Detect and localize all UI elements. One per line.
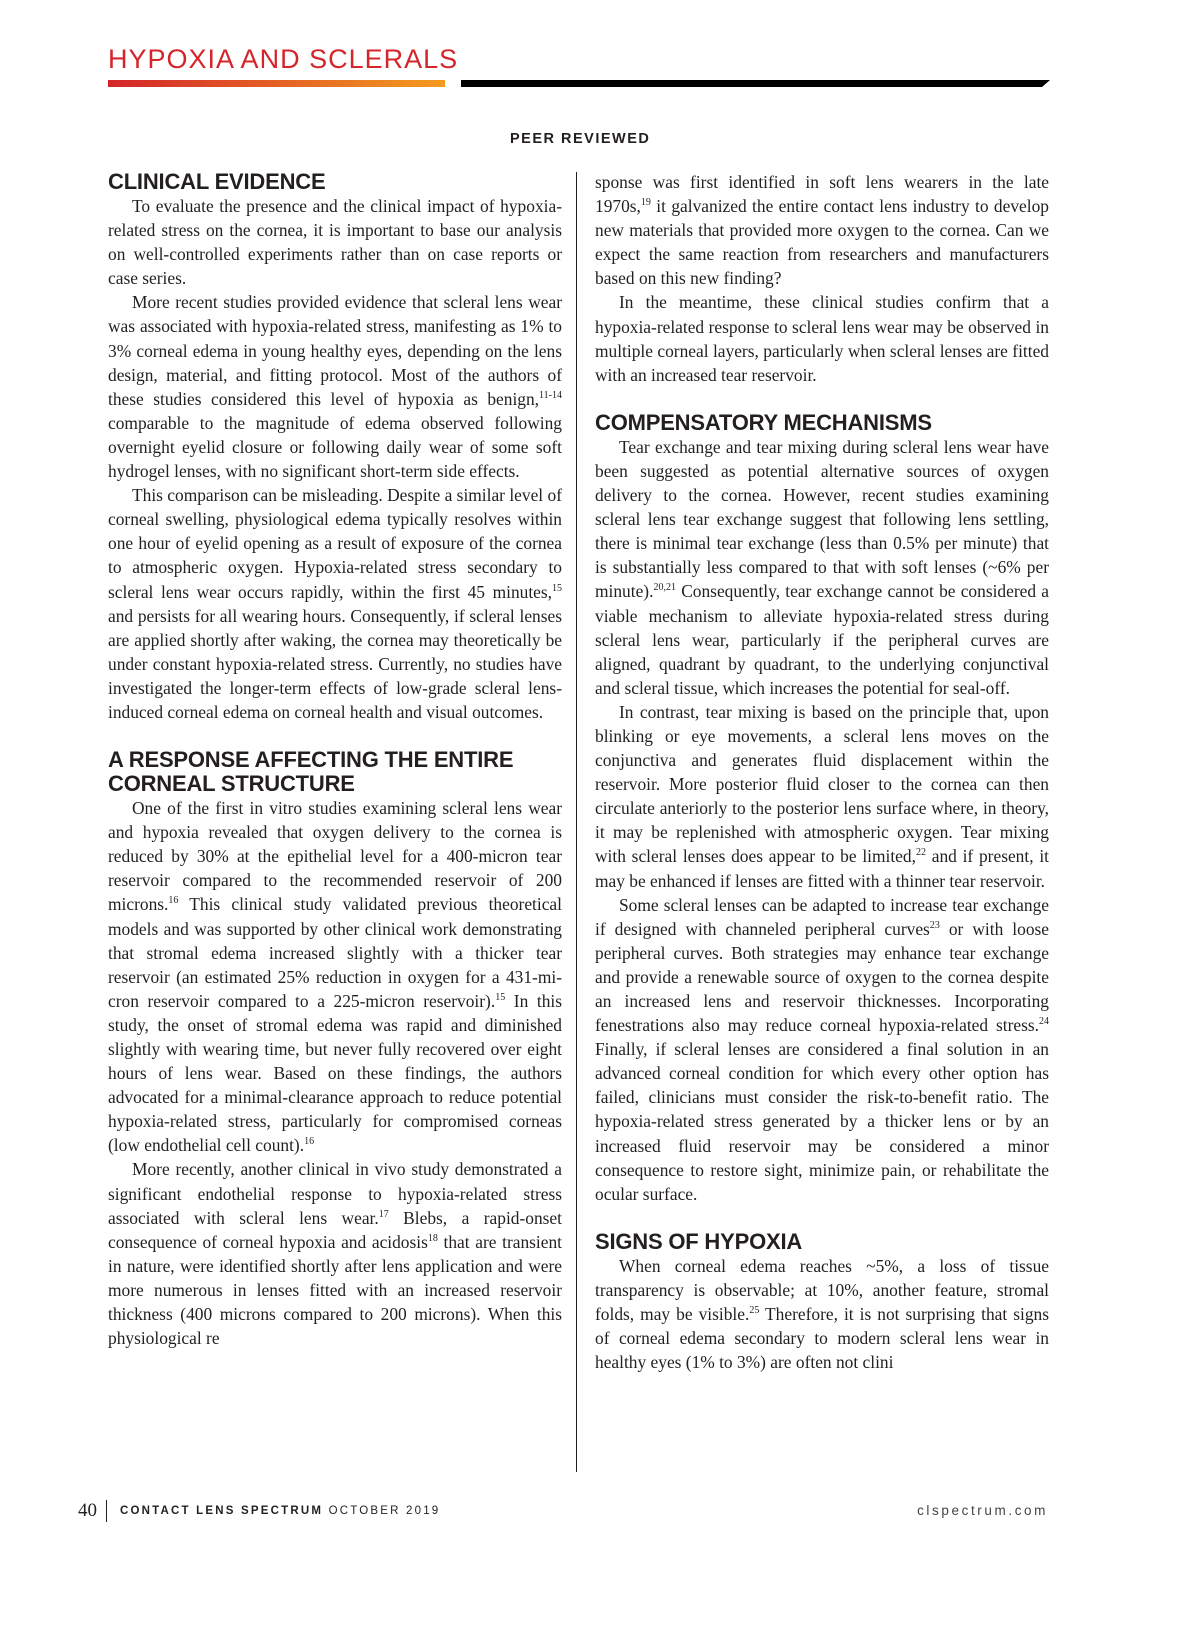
section-banner-title: HYPOXIA AND SCLERALS [108,44,459,74]
text-run: Finally, if scleral lenses are considered a final solution in an advanced corneal condition for which every other option has failed, clinicians must consider the risk-to-benefit ratio. The hypoxia-related stress generated by a thicker lens or by an increased fluid reservoir may be considered a minor consequence to restore sight, minimize pain, or rehabilitate the ocular surface. [595,1039,1049,1204]
body-paragraph [108,483,562,724]
text-run: To evaluate the presence and the clinical impact of hypoxia-related stress on the cornea, it is important to base our analysis on well-controlled experiments rather than on case reports or case series. [108,196,562,289]
text-run: Therefore, it is not surprising that signs of corneal edema secondary to modern scleral lens wear in healthy eyes (1% to 3%) are often not clini [595,1304,1049,1373]
text-run: When corneal edema reaches ~5%, a loss of tissue transparency is observable; at 10%, another feature, stromal folds, may be visible. [595,1255,1049,1325]
section-heading: COMPENSATORY MECHANISMS [595,409,932,435]
citation-reference: 24 [1039,1016,1049,1028]
citation-reference: 25 [749,1305,760,1317]
body-paragraph [108,1157,562,1350]
body-paragraph [595,290,1049,386]
body-paragraph [595,170,1049,290]
footer-publication [120,1505,440,1517]
body-paragraph [595,700,1049,893]
citation-reference: 16 [304,1136,315,1148]
issue-date: OCTOBER 2019 [328,1505,441,1517]
citation-reference: 22 [915,847,926,859]
citation-reference: 20,21 [653,582,676,594]
peer-reviewed-label: PEER REVIEWED [510,131,651,147]
citation-reference: 17 [378,1208,389,1220]
text-run: In the meantime, these clinical studies confirm that a hypoxia-related response to scleral lens wear may be observed in multiple corneal layers, particularly when scleral lenses are fitted with an increased tear reservoir. [595,292,1049,385]
body-paragraph [108,796,562,1157]
header-black-bar [461,80,1050,87]
publication-name: CONTACT LENS SPECTRUM [120,1505,324,1517]
left-column [108,170,562,1350]
citation-reference: 19 [640,197,651,209]
text-run: Blebs, a rapid-onset consequence of corneal hypoxia and acidosis [108,1207,562,1252]
text-run: This clinical study validated previous theoretical models and was supported by other clinical work demonstrating that stromal edema increased slightly with a thicker tear reservoir (an estimated 25% reduction in oxygen for a 431-micron reservoir compared to a 225-micron reservoir). [108,894,562,1011]
text-run: Some scleral lenses can be adapted to increase tear exchange if designed with channeled peripheral curves [595,894,1049,939]
body-paragraph [108,194,562,290]
body-paragraph [595,1254,1049,1374]
citation-reference: 11-14 [539,389,562,401]
text-run: This comparison can be misleading. Despite a similar level of corneal swelling, physiological edema typically resolves within one hour of eyelid opening as a result of exposure of the cornea to atmospheric oxygen. Hypoxia-related stress secondary to scleral lens wear occurs rapidly, within the first 45 minutes, [108,485,562,602]
citation-reference: 18 [427,1232,438,1244]
text-run: it galvanized the entire contact lens industry to develop new materials that provided more oxygen to the cornea. Can we expect the same reaction from researchers and manufacturers based on this new finding? [595,196,1049,289]
text-run: More recently, another clinical in vivo study demonstrated a significant endothelial response to hypoxia-related stress associated with scleral lens wear. [108,1159,562,1228]
text-run: and if present, it may be enhanced if lenses are fitted with a thinner tear reservoir. [595,846,1049,891]
text-run: One of the first in vitro studies examining scleral lens wear and hypoxia revealed that oxygen delivery to the cornea is reduced by 30% at the epithelial level for a 400-micron tear reservoir compared to the recommended reservoir of 200 microns. [108,798,562,915]
text-run: In contrast, tear mixing is based on the principle that, upon blinking or eye movements, a scleral lens moves on the conjunctiva and generates fluid displacement within the reservoir. More posterior fluid closer to the cornea can then circulate anteriorly to the posterior lens surface where, in theory, it may be replenished with atmospheric oxygen. Tear mixing with scleral lenses does appear to be limited, [595,701,1049,867]
body-paragraph [595,435,1049,700]
footer-url: clspectrum.com [917,1503,1048,1518]
column-divider [576,172,577,1472]
body-paragraph [108,290,562,483]
footer-divider [106,1500,107,1522]
text-run: In this study, the onset of stromal edema was rapid and diminished slightly with wearing time, but never fully recovered over eight hours of lens wear. Based on these findings, the authors advocated for a minimal-clearance approach to reduce potential hypoxia-related stress, particularly for compromised corneas (low endothelial cell count). [108,990,562,1156]
text-run: Consequently, tear exchange cannot be considered a viable mechanism to alleviate hypoxia-related stress during scleral lens wear, particularly if the peripheral curves are aligned, quadrant by quadrant, to the underlying conjunctival and scleral tissue, which increases the potential for seal-off. [595,581,1049,698]
text-run: Tear exchange and tear mixing during scleral lens wear have been suggested as potential alternative sources of oxygen delivery to the cornea. However, recent studies examining scleral lens tear exchange suggest that following lens settling, there is minimal tear exchange (less than 0.5% per minute) that is substantially less compared to that with soft lenses (~6% per minute). [595,436,1049,602]
text-run: and persists for all wearing hours. Consequently, if scleral lenses are applied shortly after waking, the cornea may theoretically be under constant hypoxia-related stress. Currently, no studies have investigated the longer-term effects of low-grade scleral lens-induced corneal edema on corneal health and visual outcomes. [108,605,562,722]
citation-reference: 23 [929,919,940,931]
section-heading: CLINICAL EVIDENCE [108,169,326,194]
text-run: sponse was first identified in soft lens wearers in the late 1970s, [595,172,1049,217]
body-paragraph [595,893,1049,1206]
section-heading: SIGNS OF HYPOXIA [595,1228,803,1254]
text-run: comparable to the magnitude of edema observed following overnight eyelid closure or following daily wear of some soft hydrogel lenses, with no significant short-term side effects. [108,412,562,482]
page-number: 40 [78,1500,97,1521]
citation-reference: 16 [168,895,179,907]
right-column [595,170,1049,1374]
citation-reference: 15 [495,992,506,1004]
header-accent-bar [108,80,445,87]
section-heading: A RESPONSE AFFECTING THE ENTIRE CORNEAL STRUCTURE [108,747,514,797]
text-run: More recent studies provided evidence that scleral lens wear was associated with hypoxia-related stress, manifesting as 1% to 3% corneal edema in young healthy eyes, depending on the lens design, material, and fitting protocol. Most of the authors of these studies considered this level of hypoxia as benign, [108,292,562,409]
citation-reference: 15 [552,582,562,594]
text-run: or with loose peripheral curves. Both strategies may enhance tear exchange and provide a renewable source of oxygen to the cornea despite an increased lens and reservoir thicknesses. Incorporating fenestrations also may reduce corneal hypoxia-related stress. [595,918,1049,1036]
text-run: that are transient in nature, were identified shortly after lens application and were more numerous in lenses fitted with an increased reservoir thickness (400 microns compared to 200 microns). When this physiological re [108,1231,562,1349]
